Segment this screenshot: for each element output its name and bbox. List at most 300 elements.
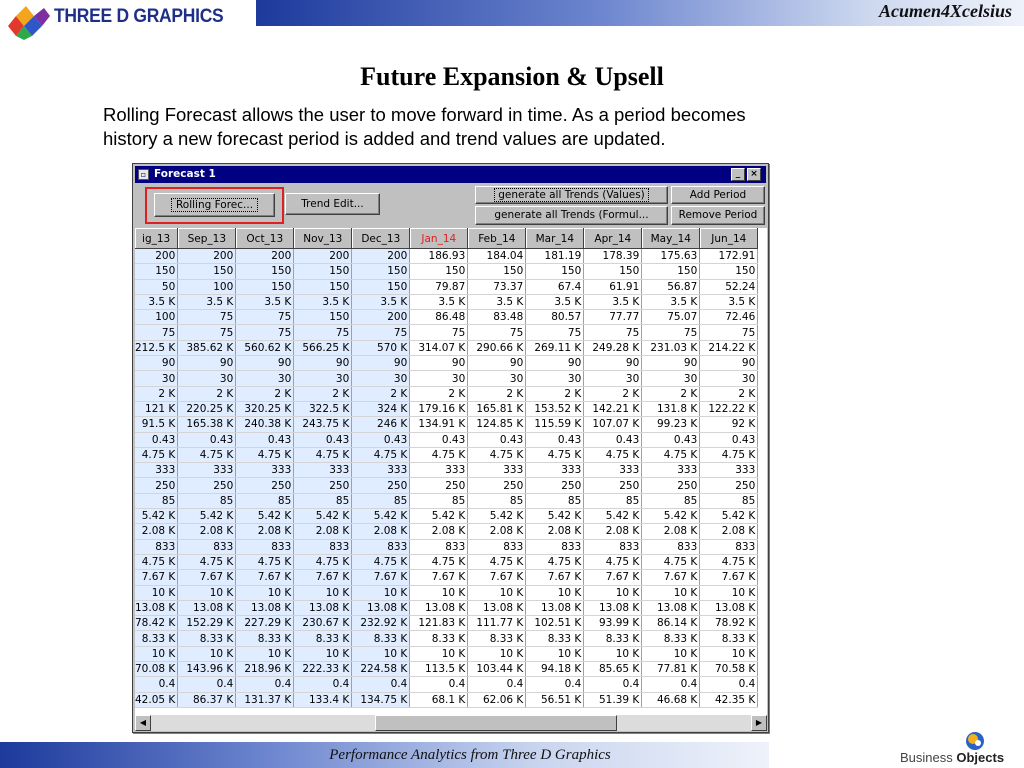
table-cell[interactable]: 4.75 K — [294, 554, 352, 569]
table-cell[interactable]: 86.48 — [410, 310, 468, 325]
table-cell[interactable]: 333 — [526, 463, 584, 478]
table-cell[interactable]: 94.18 K — [526, 662, 584, 677]
table-cell[interactable]: 67.4 — [526, 279, 584, 294]
table-cell[interactable]: 10 K — [236, 585, 294, 600]
table-cell[interactable]: 13.08 K — [584, 600, 642, 615]
table-cell[interactable]: 102.51 K — [526, 616, 584, 631]
table-cell[interactable]: 30 — [526, 371, 584, 386]
table-cell[interactable]: 246 K — [352, 417, 410, 432]
table-cell[interactable]: 4.75 K — [642, 447, 700, 462]
table-cell[interactable]: 833 — [294, 539, 352, 554]
table-cell[interactable]: 2.08 K — [700, 524, 758, 539]
table-cell[interactable]: 150 — [526, 264, 584, 279]
table-cell[interactable]: 4.75 K — [410, 554, 468, 569]
table-cell[interactable]: 2 K — [526, 386, 584, 401]
table-cell[interactable]: 4.75 K — [700, 447, 758, 462]
table-cell[interactable]: 10 K — [526, 646, 584, 661]
table-cell[interactable]: 0.43 — [526, 432, 584, 447]
table-cell[interactable]: 0.43 — [468, 432, 526, 447]
table-cell[interactable]: 2 K — [294, 386, 352, 401]
table-cell[interactable]: 13.08 K — [526, 600, 584, 615]
table-cell[interactable]: 250 — [584, 478, 642, 493]
table-cell[interactable]: 333 — [642, 463, 700, 478]
generate-trends-values-button[interactable] — [475, 186, 668, 204]
table-cell[interactable]: 218.96 K — [236, 662, 294, 677]
table-cell[interactable]: 42.35 K — [700, 692, 758, 707]
table-cell[interactable]: 75.07 — [642, 310, 700, 325]
table-cell[interactable]: 13.08 K — [642, 600, 700, 615]
table-cell[interactable]: 121 K — [135, 401, 178, 416]
table-cell[interactable]: 75 — [352, 325, 410, 340]
table-cell[interactable]: 77.81 K — [642, 662, 700, 677]
table-cell[interactable]: 150 — [294, 279, 352, 294]
table-cell[interactable]: 181.19 — [526, 249, 584, 264]
table-cell[interactable]: 10 K — [468, 585, 526, 600]
table-cell[interactable]: 3.5 K — [642, 294, 700, 309]
table-cell[interactable]: 10 K — [352, 585, 410, 600]
table-cell[interactable]: 153.52 K — [526, 401, 584, 416]
table-cell[interactable]: 385.62 K — [178, 340, 236, 355]
table-cell[interactable]: 4.75 K — [642, 554, 700, 569]
table-cell[interactable]: 250 — [352, 478, 410, 493]
table-cell[interactable]: 0.43 — [352, 432, 410, 447]
table-cell[interactable]: 7.67 K — [526, 570, 584, 585]
table-cell[interactable]: 73.37 — [468, 279, 526, 294]
table-cell[interactable]: 5.42 K — [135, 509, 178, 524]
table-cell[interactable]: 833 — [468, 539, 526, 554]
table-cell[interactable]: 220.25 K — [178, 401, 236, 416]
table-cell[interactable]: 77.77 — [584, 310, 642, 325]
table-cell[interactable]: 4.75 K — [178, 447, 236, 462]
table-cell[interactable]: 75 — [410, 325, 468, 340]
table-cell[interactable]: 90 — [410, 356, 468, 371]
table-cell[interactable]: 7.67 K — [294, 570, 352, 585]
table-cell[interactable]: 200 — [294, 249, 352, 264]
table-cell[interactable]: 90 — [584, 356, 642, 371]
table-cell[interactable]: 30 — [584, 371, 642, 386]
table-cell[interactable]: 68.1 K — [410, 692, 468, 707]
table-cell[interactable]: 200 — [352, 310, 410, 325]
table-cell[interactable]: 50 — [135, 279, 178, 294]
table-cell[interactable]: 85 — [352, 493, 410, 508]
table-cell[interactable]: 2 K — [584, 386, 642, 401]
table-cell[interactable]: 8.33 K — [352, 631, 410, 646]
table-cell[interactable]: 100 — [178, 279, 236, 294]
table-cell[interactable]: 333 — [352, 463, 410, 478]
table-cell[interactable]: 30 — [410, 371, 468, 386]
table-cell[interactable]: 333 — [410, 463, 468, 478]
table-cell[interactable]: 30 — [135, 371, 178, 386]
table-cell[interactable]: 30 — [178, 371, 236, 386]
table-cell[interactable]: 30 — [700, 371, 758, 386]
table-cell[interactable]: 4.75 K — [352, 554, 410, 569]
table-cell[interactable]: 111.77 K — [468, 616, 526, 631]
table-cell[interactable]: 165.38 K — [178, 417, 236, 432]
column-header[interactable]: May_14 — [642, 229, 700, 249]
table-cell[interactable]: 0.43 — [584, 432, 642, 447]
column-header[interactable]: Mar_14 — [526, 229, 584, 249]
table-cell[interactable]: 5.42 K — [468, 509, 526, 524]
column-header[interactable]: ig_13 — [135, 229, 178, 249]
table-cell[interactable]: 13.08 K — [410, 600, 468, 615]
table-cell[interactable]: 10 K — [178, 646, 236, 661]
table-cell[interactable]: 150 — [294, 264, 352, 279]
table-cell[interactable]: 90 — [642, 356, 700, 371]
table-cell[interactable]: 4.75 K — [135, 447, 178, 462]
table-cell[interactable]: 150 — [294, 310, 352, 325]
table-cell[interactable]: 4.75 K — [352, 447, 410, 462]
table-cell[interactable]: 333 — [135, 463, 178, 478]
table-cell[interactable]: 200 — [236, 249, 294, 264]
table-cell[interactable]: 92 K — [700, 417, 758, 432]
table-cell[interactable]: 184.04 — [468, 249, 526, 264]
minimize-button[interactable]: _ — [731, 168, 745, 181]
table-cell[interactable]: 7.67 K — [135, 570, 178, 585]
table-cell[interactable]: 0.4 — [526, 677, 584, 692]
table-cell[interactable]: 560.62 K — [236, 340, 294, 355]
table-cell[interactable]: 83.48 — [468, 310, 526, 325]
table-cell[interactable]: 122.22 K — [700, 401, 758, 416]
table-cell[interactable]: 833 — [410, 539, 468, 554]
table-cell[interactable]: 4.75 K — [584, 554, 642, 569]
table-cell[interactable]: 0.4 — [135, 677, 178, 692]
table-cell[interactable]: 224.58 K — [352, 662, 410, 677]
table-cell[interactable]: 152.29 K — [178, 616, 236, 631]
table-cell[interactable]: 75 — [700, 325, 758, 340]
table-cell[interactable]: 250 — [642, 478, 700, 493]
table-cell[interactable]: 2.08 K — [294, 524, 352, 539]
table-cell[interactable]: 93.99 K — [584, 616, 642, 631]
scroll-right-icon[interactable]: ▶ — [751, 715, 767, 731]
table-cell[interactable]: 75 — [178, 325, 236, 340]
table-cell[interactable]: 0.43 — [135, 432, 178, 447]
table-cell[interactable]: 75 — [236, 310, 294, 325]
table-cell[interactable]: 70.08 K — [135, 662, 178, 677]
table-cell[interactable]: 8.33 K — [410, 631, 468, 646]
table-cell[interactable]: 5.42 K — [642, 509, 700, 524]
table-cell[interactable]: 3.5 K — [236, 294, 294, 309]
window-titlebar[interactable] — [135, 166, 766, 183]
table-cell[interactable]: 0.43 — [410, 432, 468, 447]
table-cell[interactable]: 10 K — [410, 585, 468, 600]
table-cell[interactable]: 7.67 K — [178, 570, 236, 585]
table-cell[interactable]: 90 — [352, 356, 410, 371]
table-cell[interactable]: 249.28 K — [584, 340, 642, 355]
table-cell[interactable]: 90 — [236, 356, 294, 371]
table-cell[interactable]: 115.59 K — [526, 417, 584, 432]
table-cell[interactable]: 124.85 K — [468, 417, 526, 432]
table-cell[interactable]: 131.37 K — [236, 692, 294, 707]
table-cell[interactable]: 5.42 K — [584, 509, 642, 524]
table-cell[interactable]: 142.21 K — [584, 401, 642, 416]
table-cell[interactable]: 13.08 K — [352, 600, 410, 615]
table-cell[interactable]: 0.4 — [410, 677, 468, 692]
table-cell[interactable]: 3.5 K — [294, 294, 352, 309]
column-header[interactable]: Sep_13 — [178, 229, 236, 249]
table-cell[interactable]: 4.75 K — [236, 554, 294, 569]
table-cell[interactable]: 52.24 — [700, 279, 758, 294]
table-cell[interactable]: 100 — [135, 310, 178, 325]
table-cell[interactable]: 0.4 — [468, 677, 526, 692]
table-cell[interactable]: 75 — [642, 325, 700, 340]
table-cell[interactable]: 10 K — [135, 585, 178, 600]
table-cell[interactable]: 85 — [135, 493, 178, 508]
table-cell[interactable]: 91.5 K — [135, 417, 178, 432]
table-cell[interactable]: 0.43 — [236, 432, 294, 447]
column-header[interactable]: Feb_14 — [468, 229, 526, 249]
table-cell[interactable]: 2.08 K — [642, 524, 700, 539]
table-cell[interactable]: 333 — [584, 463, 642, 478]
column-header[interactable]: Apr_14 — [584, 229, 642, 249]
table-cell[interactable]: 4.75 K — [468, 447, 526, 462]
table-cell[interactable]: 2 K — [178, 386, 236, 401]
table-cell[interactable]: 0.4 — [352, 677, 410, 692]
table-cell[interactable]: 79.87 — [410, 279, 468, 294]
table-cell[interactable]: 10 K — [410, 646, 468, 661]
table-cell[interactable]: 2 K — [352, 386, 410, 401]
table-cell[interactable]: 10 K — [584, 646, 642, 661]
table-cell[interactable]: 2.08 K — [526, 524, 584, 539]
table-cell[interactable]: 4.75 K — [468, 554, 526, 569]
column-header[interactable]: Oct_13 — [236, 229, 294, 249]
table-cell[interactable]: 78.92 K — [700, 616, 758, 631]
table-cell[interactable]: 13.08 K — [135, 600, 178, 615]
horizontal-scrollbar[interactable] — [135, 715, 767, 731]
table-cell[interactable]: 10 K — [642, 646, 700, 661]
table-cell[interactable]: 150 — [236, 279, 294, 294]
table-cell[interactable]: 250 — [526, 478, 584, 493]
table-cell[interactable]: 10 K — [135, 646, 178, 661]
table-cell[interactable]: 150 — [584, 264, 642, 279]
table-cell[interactable]: 150 — [352, 279, 410, 294]
add-period-button[interactable]: Add Period — [671, 186, 765, 204]
table-cell[interactable]: 5.42 K — [526, 509, 584, 524]
table-cell[interactable]: 85.65 K — [584, 662, 642, 677]
table-cell[interactable]: 10 K — [584, 585, 642, 600]
table-cell[interactable]: 46.68 K — [642, 692, 700, 707]
table-cell[interactable]: 324 K — [352, 401, 410, 416]
table-cell[interactable]: 7.67 K — [352, 570, 410, 585]
trend-edit-button[interactable]: Trend Edit... — [285, 193, 380, 215]
table-cell[interactable]: 3.5 K — [135, 294, 178, 309]
table-cell[interactable]: 99.23 K — [642, 417, 700, 432]
table-cell[interactable]: 75 — [584, 325, 642, 340]
table-cell[interactable]: 0.4 — [178, 677, 236, 692]
table-cell[interactable]: 5.42 K — [352, 509, 410, 524]
table-cell[interactable]: 3.5 K — [584, 294, 642, 309]
table-cell[interactable]: 4.75 K — [700, 554, 758, 569]
table-cell[interactable]: 103.44 K — [468, 662, 526, 677]
table-cell[interactable]: 2.08 K — [410, 524, 468, 539]
column-header[interactable]: Jun_14 — [700, 229, 758, 249]
table-cell[interactable]: 7.67 K — [700, 570, 758, 585]
table-cell[interactable]: 833 — [236, 539, 294, 554]
table-cell[interactable]: 150 — [236, 264, 294, 279]
table-cell[interactable]: 90 — [294, 356, 352, 371]
table-cell[interactable]: 75 — [526, 325, 584, 340]
table-cell[interactable]: 150 — [410, 264, 468, 279]
table-cell[interactable]: 2.08 K — [352, 524, 410, 539]
column-header[interactable]: Nov_13 — [294, 229, 352, 249]
remove-period-button[interactable]: Remove Period — [671, 206, 765, 225]
table-cell[interactable]: 2.08 K — [468, 524, 526, 539]
table-cell[interactable]: 833 — [584, 539, 642, 554]
table-cell[interactable]: 566.25 K — [294, 340, 352, 355]
scroll-left-icon[interactable]: ◀ — [135, 715, 151, 731]
table-cell[interactable]: 10 K — [352, 646, 410, 661]
table-cell[interactable]: 230.67 K — [294, 616, 352, 631]
table-cell[interactable]: 833 — [135, 539, 178, 554]
table-cell[interactable]: 5.42 K — [236, 509, 294, 524]
table-cell[interactable]: 333 — [468, 463, 526, 478]
table-cell[interactable]: 2 K — [700, 386, 758, 401]
table-cell[interactable]: 70.58 K — [700, 662, 758, 677]
table-cell[interactable]: 0.4 — [294, 677, 352, 692]
table-cell[interactable]: 85 — [700, 493, 758, 508]
table-cell[interactable]: 165.81 K — [468, 401, 526, 416]
table-cell[interactable]: 10 K — [236, 646, 294, 661]
table-cell[interactable]: 4.75 K — [178, 554, 236, 569]
table-cell[interactable]: 2.08 K — [584, 524, 642, 539]
table-cell[interactable]: 200 — [178, 249, 236, 264]
table-cell[interactable]: 56.87 — [642, 279, 700, 294]
table-cell[interactable]: 227.29 K — [236, 616, 294, 631]
table-cell[interactable]: 212.5 K — [135, 340, 178, 355]
table-cell[interactable]: 113.5 K — [410, 662, 468, 677]
column-header[interactable]: Jan_14 — [410, 229, 468, 249]
table-cell[interactable]: 240.38 K — [236, 417, 294, 432]
table-cell[interactable]: 4.75 K — [294, 447, 352, 462]
table-cell[interactable]: 200 — [352, 249, 410, 264]
table-cell[interactable]: 10 K — [294, 646, 352, 661]
table-cell[interactable]: 314.07 K — [410, 340, 468, 355]
table-cell[interactable]: 86.37 K — [178, 692, 236, 707]
table-cell[interactable]: 150 — [178, 264, 236, 279]
table-cell[interactable]: 30 — [468, 371, 526, 386]
table-cell[interactable]: 2 K — [236, 386, 294, 401]
table-cell[interactable]: 150 — [135, 264, 178, 279]
table-cell[interactable]: 3.5 K — [700, 294, 758, 309]
table-cell[interactable]: 133.4 K — [294, 692, 352, 707]
table-cell[interactable]: 85 — [178, 493, 236, 508]
table-cell[interactable]: 3.5 K — [352, 294, 410, 309]
table-cell[interactable]: 250 — [468, 478, 526, 493]
table-cell[interactable]: 8.33 K — [178, 631, 236, 646]
column-header[interactable]: Dec_13 — [352, 229, 410, 249]
table-cell[interactable]: 75 — [178, 310, 236, 325]
table-cell[interactable]: 2 K — [642, 386, 700, 401]
table-cell[interactable]: 10 K — [700, 646, 758, 661]
table-cell[interactable]: 570 K — [352, 340, 410, 355]
table-cell[interactable]: 833 — [352, 539, 410, 554]
table-cell[interactable]: 10 K — [642, 585, 700, 600]
table-cell[interactable]: 13.08 K — [468, 600, 526, 615]
close-button[interactable]: × — [747, 168, 761, 181]
table-cell[interactable]: 2 K — [468, 386, 526, 401]
table-cell[interactable]: 75 — [135, 325, 178, 340]
table-cell[interactable]: 78.42 K — [135, 616, 178, 631]
table-cell[interactable]: 250 — [410, 478, 468, 493]
table-cell[interactable]: 8.33 K — [642, 631, 700, 646]
table-cell[interactable]: 833 — [642, 539, 700, 554]
table-cell[interactable]: 85 — [642, 493, 700, 508]
table-cell[interactable]: 5.42 K — [294, 509, 352, 524]
table-cell[interactable]: 131.8 K — [642, 401, 700, 416]
table-cell[interactable]: 56.51 K — [526, 692, 584, 707]
table-cell[interactable]: 2.08 K — [236, 524, 294, 539]
table-cell[interactable]: 85 — [294, 493, 352, 508]
table-cell[interactable]: 61.91 — [584, 279, 642, 294]
table-cell[interactable]: 42.05 K — [135, 692, 178, 707]
table-cell[interactable]: 2 K — [410, 386, 468, 401]
table-cell[interactable]: 85 — [410, 493, 468, 508]
table-cell[interactable]: 7.67 K — [468, 570, 526, 585]
table-cell[interactable]: 13.08 K — [236, 600, 294, 615]
table-cell[interactable]: 3.5 K — [468, 294, 526, 309]
table-cell[interactable]: 30 — [236, 371, 294, 386]
table-cell[interactable]: 231.03 K — [642, 340, 700, 355]
table-cell[interactable]: 269.11 K — [526, 340, 584, 355]
table-cell[interactable]: 75 — [236, 325, 294, 340]
table-cell[interactable]: 90 — [135, 356, 178, 371]
table-cell[interactable]: 175.63 — [642, 249, 700, 264]
table-cell[interactable]: 75 — [294, 325, 352, 340]
table-cell[interactable]: 8.33 K — [584, 631, 642, 646]
table-cell[interactable]: 90 — [178, 356, 236, 371]
table-cell[interactable]: 8.33 K — [468, 631, 526, 646]
table-cell[interactable]: 333 — [178, 463, 236, 478]
table-cell[interactable]: 8.33 K — [294, 631, 352, 646]
table-cell[interactable]: 85 — [236, 493, 294, 508]
table-cell[interactable]: 179.16 K — [410, 401, 468, 416]
table-cell[interactable]: 4.75 K — [236, 447, 294, 462]
table-cell[interactable]: 13.08 K — [178, 600, 236, 615]
table-cell[interactable]: 150 — [352, 264, 410, 279]
table-cell[interactable]: 62.06 K — [468, 692, 526, 707]
table-cell[interactable]: 30 — [294, 371, 352, 386]
table-cell[interactable]: 5.42 K — [700, 509, 758, 524]
table-cell[interactable]: 322.5 K — [294, 401, 352, 416]
table-cell[interactable]: 0.43 — [700, 432, 758, 447]
table-cell[interactable]: 3.5 K — [178, 294, 236, 309]
table-cell[interactable]: 3.5 K — [410, 294, 468, 309]
table-cell[interactable]: 186.93 — [410, 249, 468, 264]
table-cell[interactable]: 0.43 — [178, 432, 236, 447]
table-cell[interactable]: 4.75 K — [584, 447, 642, 462]
table-cell[interactable]: 833 — [526, 539, 584, 554]
table-cell[interactable]: 0.4 — [642, 677, 700, 692]
table-cell[interactable]: 0.4 — [584, 677, 642, 692]
table-cell[interactable]: 13.08 K — [700, 600, 758, 615]
table-cell[interactable]: 214.22 K — [700, 340, 758, 355]
table-cell[interactable]: 222.33 K — [294, 662, 352, 677]
table-cell[interactable]: 7.67 K — [236, 570, 294, 585]
table-cell[interactable]: 8.33 K — [236, 631, 294, 646]
table-cell[interactable]: 143.96 K — [178, 662, 236, 677]
table-cell[interactable]: 0.43 — [294, 432, 352, 447]
table-cell[interactable]: 4.75 K — [526, 447, 584, 462]
table-cell[interactable]: 250 — [700, 478, 758, 493]
table-cell[interactable]: 85 — [584, 493, 642, 508]
table-cell[interactable]: 833 — [178, 539, 236, 554]
table-cell[interactable]: 86.14 K — [642, 616, 700, 631]
table-cell[interactable]: 85 — [468, 493, 526, 508]
table-cell[interactable]: 250 — [135, 478, 178, 493]
table-cell[interactable]: 178.39 — [584, 249, 642, 264]
forecast-grid[interactable] — [135, 228, 767, 715]
table-cell[interactable]: 200 — [135, 249, 178, 264]
table-cell[interactable]: 7.67 K — [584, 570, 642, 585]
